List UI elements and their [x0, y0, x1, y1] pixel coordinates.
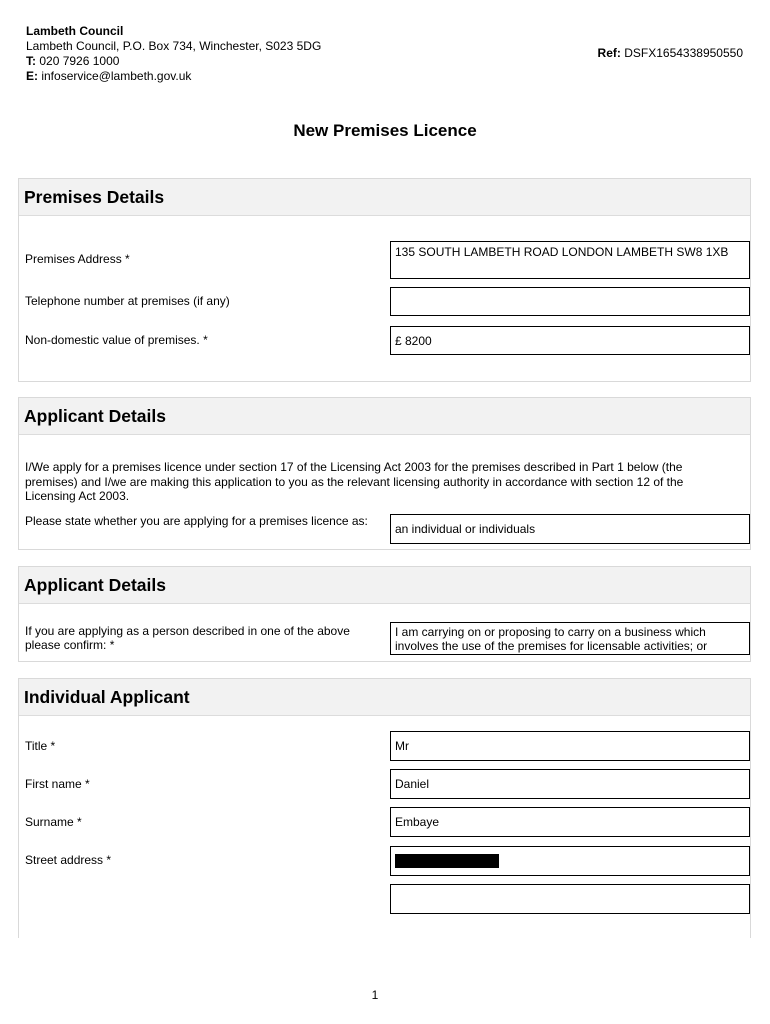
street-address-field[interactable] [390, 846, 750, 876]
premises-details-section [18, 178, 751, 382]
confirm-field[interactable]: I am carrying on or proposing to carry on a business which involves the use of the premises for licensable activities; or [390, 622, 750, 655]
street-address-label: Street address * [25, 853, 112, 867]
telephone-label: Telephone number at premises (if any) [25, 294, 230, 308]
premises-address-field[interactable]: 135 SOUTH LAMBETH ROAD LONDON LAMBETH SW8 1XB [390, 241, 750, 279]
telephone-field[interactable] [390, 287, 750, 316]
page-number: 1 [371, 988, 379, 1002]
street-address-line2-field[interactable] [390, 884, 750, 914]
firstname-field[interactable]: Daniel [390, 769, 750, 799]
reference-number: Ref: DSFX1654338950550 [597, 46, 743, 60]
surname-field[interactable]: Embaye [390, 807, 750, 837]
section-heading: Premises Details [19, 179, 750, 216]
section-heading: Individual Applicant [19, 679, 750, 716]
redaction-bar [395, 854, 499, 868]
council-name: Lambeth Council [26, 24, 124, 38]
nondomestic-value-field[interactable]: £ 8200 [390, 326, 750, 355]
council-phone: T: 020 7926 1000 [26, 54, 120, 68]
applying-as-field[interactable]: an individual or individuals [390, 514, 750, 544]
section-heading: Applicant Details [19, 567, 750, 604]
title-field[interactable]: Mr [390, 731, 750, 761]
nondomestic-value-label: Non-domestic value of premises. * [25, 333, 208, 347]
individual-applicant-section [18, 678, 751, 938]
confirm-label: If you are applying as a person described in one of the above please confirm: * [25, 624, 350, 652]
application-statement: I/We apply for a premises licence under section 17 of the Licensing Act 2003 for the premises described in Part 1 below (the premises) and I/we are making this application to you as the relevant licensing authority in accordance with section 12 of the Licensing Act 2003. [25, 460, 684, 503]
section-heading: Applicant Details [19, 398, 750, 435]
surname-label: Surname * [25, 815, 82, 829]
applicant-confirm-section [18, 566, 751, 662]
council-email: E: infoservice@lambeth.gov.uk [26, 69, 192, 83]
council-header [26, 24, 321, 84]
premises-address-label: Premises Address * [25, 252, 130, 266]
document-title: New Premises Licence [293, 121, 477, 140]
council-address: Lambeth Council, P.O. Box 734, Winchester, S023 5DG [26, 39, 322, 53]
title-label: Title * [25, 739, 56, 753]
applying-as-label: Please state whether you are applying for a premises licence as: [25, 514, 368, 528]
applicant-details-section [18, 397, 751, 550]
firstname-label: First name * [25, 777, 90, 791]
